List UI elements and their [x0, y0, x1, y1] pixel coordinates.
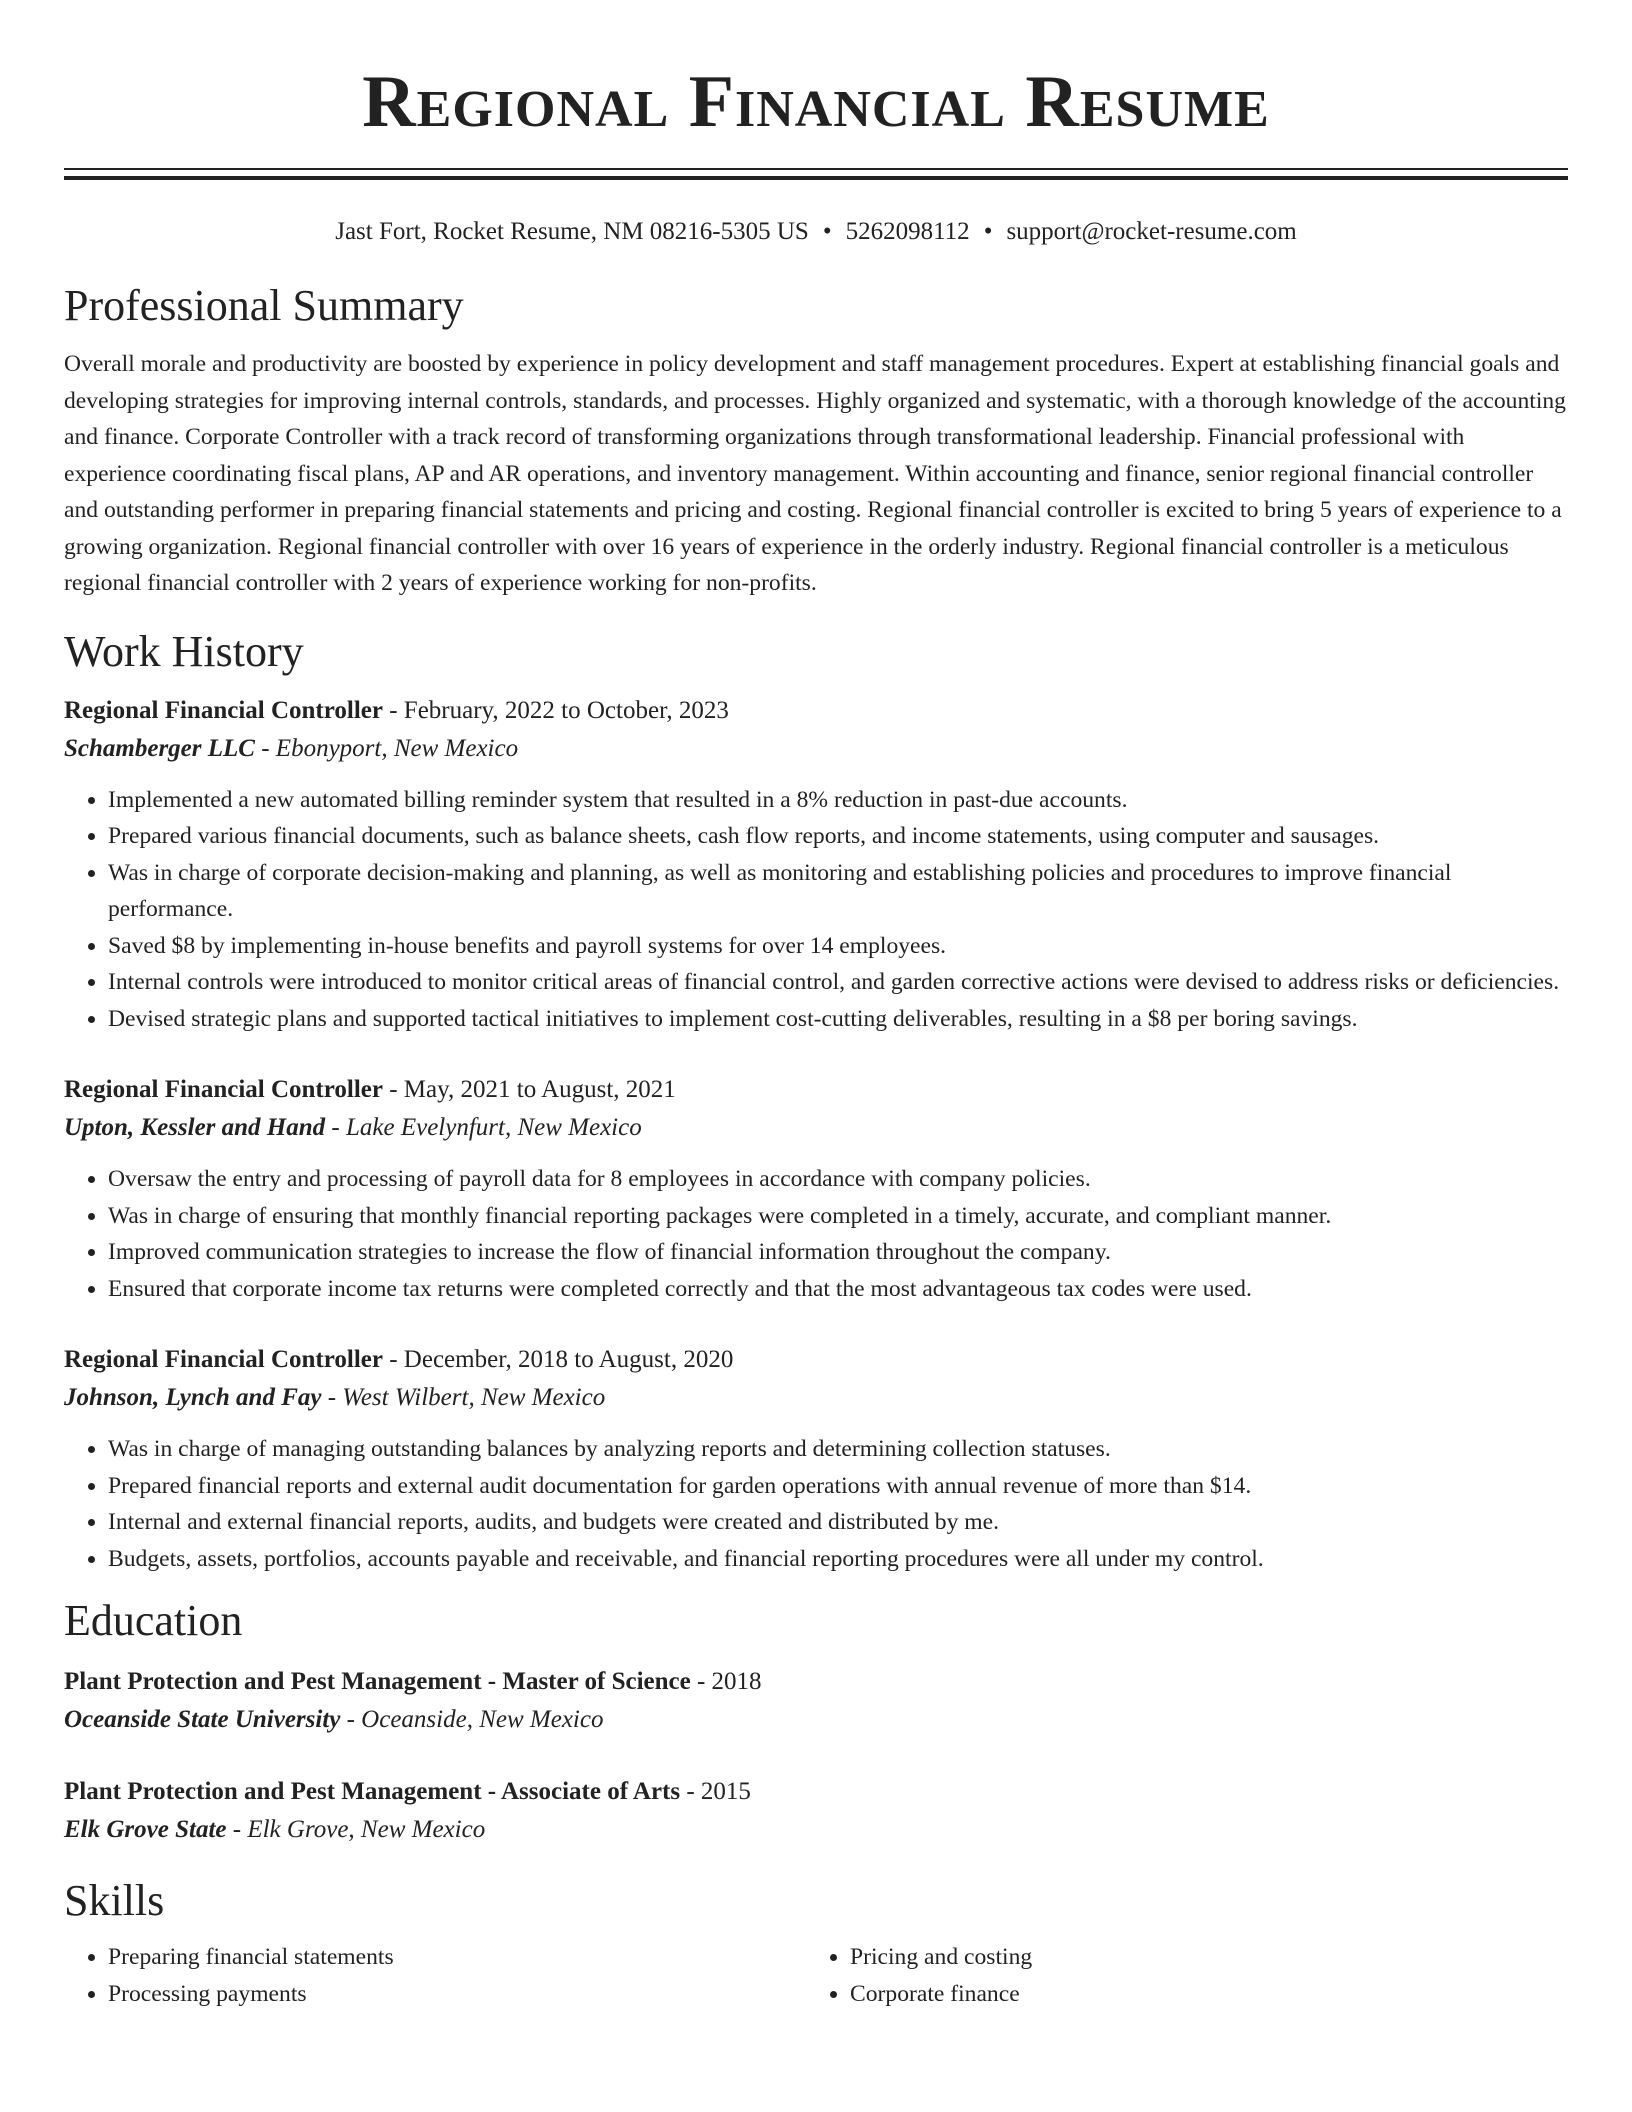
- job-bullet: • Prepared various financial documents, such as balance sheets, cash flow reports, and income statements, using computer and sausages.: [108, 818, 1568, 855]
- education-school-line: [64, 1811, 1568, 1849]
- job-company: Upton, Kessler and Hand: [64, 1114, 326, 1141]
- education-school: Elk Grove State: [64, 1816, 227, 1843]
- job-location: - West Wilbert, New Mexico: [321, 1384, 606, 1411]
- skills-heading: Skills: [64, 1876, 165, 1925]
- job-bullet: • Prepared financial reports and external audit documentation for garden operations with annual revenue of more than $14.: [108, 1468, 1568, 1505]
- job-header: [64, 692, 1568, 730]
- education-school: Oceanside State University: [64, 1706, 341, 1733]
- job-bullet: • Was in charge of corporate decision-making and planning, as well as monitoring and establishing policies and procedures to improve financial performance.: [108, 855, 1568, 928]
- job-location: - Ebonyport, New Mexico: [254, 734, 519, 762]
- job-bullet: • Devised strategic plans and supported tactical initiatives to implement cost-cutting deliverables, resulting in a $8 per boring savings.: [108, 1001, 1568, 1038]
- summary-text: Overall morale and productivity are boosted by experience in policy development and staff management procedures. Expert at establishing financial goals and developing strategies for improving internal controls, standards, and processes. Highly organized and systematic, with a thorough knowledge of the accounting and finance. Corporate Controller with a track record of transforming organizations through transformational leadership. Financial professional with experience coordinating fiscal plans, AP and AR operations, and inventory management. Within accounting and finance, senior regional financial controller and outstanding performer in preparing financial statements and pricing and costing. Regional financial controller is excited to bring 5 years of experience to a growing organization. Regional financial controller with over 16 years of experience in the orderly industry. Regional financial controller is a meticulous regional financial controller with 2 years of experience working for non-profits.: [64, 351, 1566, 596]
- education-degree: Plant Protection and Pest Management - Master of Science: [64, 1668, 691, 1695]
- job-bullet: • Internal controls were introduced to monitor critical areas of financial control, and garden corrective actions were devised to address risks or deficiencies.: [108, 964, 1568, 1001]
- job-title: Regional Financial Controller: [64, 1346, 383, 1373]
- job-entry: [64, 1341, 1568, 1577]
- skills-column-right: [806, 1939, 1548, 2012]
- job-title: Regional Financial Controller: [64, 1076, 383, 1103]
- job-dates: - December, 2018 to August, 2020: [382, 1346, 734, 1373]
- skills-column-left: [64, 1939, 806, 2012]
- resume-title: Regional Financial Resume: [362, 61, 1270, 143]
- skill-item: • Processing payments: [108, 1976, 806, 2013]
- job-bullet: • Implemented a new automated billing reminder system that resulted in a 8% reduction in past-due accounts.: [108, 782, 1568, 819]
- education-location: - Oceanside, New Mexico: [340, 1706, 604, 1733]
- job-bullet: • Ensured that corporate income tax returns were completed correctly and that the most advantageous tax codes were used.: [108, 1271, 1568, 1308]
- job-company: Johnson, Lynch and Fay: [64, 1384, 322, 1411]
- job-title: Regional Financial Controller: [64, 696, 383, 724]
- skill-item: • Corporate finance: [850, 1976, 1548, 2013]
- title-rule-thick: [64, 176, 1568, 180]
- education-heading: Education: [64, 1596, 243, 1645]
- skill-item: • Pricing and costing: [850, 1939, 1548, 1976]
- skill-item: • Preparing financial statements: [108, 1939, 806, 1976]
- job-bullets: [64, 1431, 1568, 1577]
- job-bullet: • Was in charge of ensuring that monthly financial reporting packages were completed in a timely, accurate, and compliant manner.: [108, 1198, 1568, 1235]
- contact-separator: •: [822, 218, 832, 245]
- education-degree: Plant Protection and Pest Management - Associate of Arts: [64, 1778, 681, 1805]
- job-header: [64, 1071, 1568, 1109]
- job-company-line: [64, 730, 1568, 768]
- job-entry: [64, 692, 1568, 1038]
- job-company-line: [64, 1379, 1568, 1417]
- job-company-line: [64, 1109, 1568, 1147]
- work-history-heading: Work History: [64, 626, 304, 676]
- contact-phone: 5262098112: [845, 218, 970, 245]
- job-entry: [64, 1071, 1568, 1307]
- job-bullets: [64, 782, 1568, 1038]
- job-header: [64, 1341, 1568, 1379]
- job-bullet: • Internal and external financial reports, audits, and budgets were created and distributed by me.: [108, 1504, 1568, 1541]
- job-dates: - February, 2022 to October, 2023: [382, 696, 729, 724]
- contact-line: [64, 216, 1568, 248]
- education-school-line: [64, 1701, 1568, 1739]
- job-bullets: [64, 1161, 1568, 1307]
- education-entry: [64, 1773, 1568, 1849]
- education-entry: [64, 1663, 1568, 1739]
- education-header: [64, 1663, 1568, 1701]
- skills-list: [64, 1939, 1568, 2012]
- education-location: - Elk Grove, New Mexico: [226, 1816, 486, 1843]
- job-company: Schamberger LLC: [64, 734, 255, 762]
- title-rule-thin: [64, 168, 1568, 170]
- job-bullet: • Improved communication strategies to increase the flow of financial information throughout the company.: [108, 1234, 1568, 1271]
- contact-email: support@rocket-resume.com: [1006, 218, 1297, 245]
- education-year: - 2018: [690, 1668, 762, 1695]
- summary-heading: Professional Summary: [64, 281, 464, 330]
- education-header: [64, 1773, 1568, 1811]
- job-bullet: • Saved $8 by implementing in-house benefits and payroll systems for over 14 employees.: [108, 928, 1568, 965]
- job-bullet: • Was in charge of managing outstanding balances by analyzing reports and determining collection statuses.: [108, 1431, 1568, 1468]
- contact-address: Jast Fort, Rocket Resume, NM 08216-5305 US: [335, 218, 809, 245]
- job-location: - Lake Evelynfurt, New Mexico: [325, 1114, 642, 1141]
- education-year: - 2015: [680, 1778, 751, 1805]
- contact-separator: •: [983, 218, 993, 245]
- job-dates: - May, 2021 to August, 2021: [382, 1076, 676, 1103]
- job-bullet: • Oversaw the entry and processing of payroll data for 8 employees in accordance with company policies.: [108, 1161, 1568, 1198]
- job-bullet: • Budgets, assets, portfolios, accounts payable and receivable, and financial reporting procedures were all under my control.: [108, 1541, 1568, 1578]
